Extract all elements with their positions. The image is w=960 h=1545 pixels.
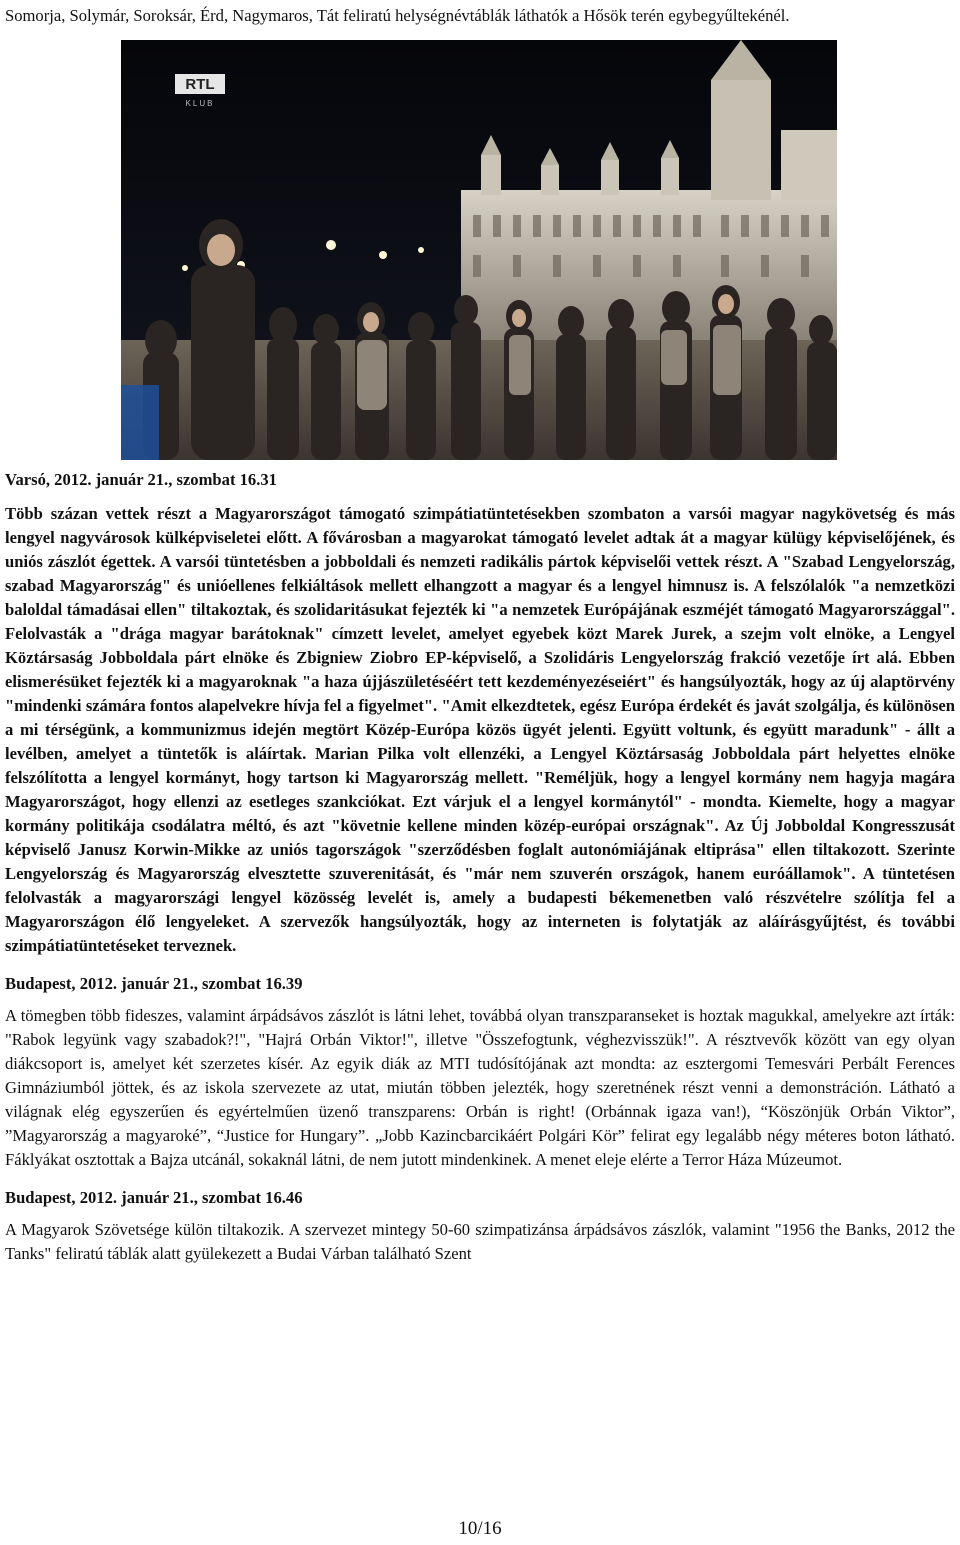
page-number: 10/16: [458, 1518, 502, 1539]
section-budapest-1646: [5, 1186, 955, 1266]
document-page: [5, 4, 955, 1266]
section-body: A tömegben több fideszes, valamint árpádsávos zászlót is látni lehet, továbbá olyan transzparanseket is hoztak magukkal, amelyekre azt írták: "Rabok legyünk vagy szabadok?!", "Hajrá Orbán Viktor!", illetve "Összefogtunk, véghezvisszük!". A résztvevők között van egy olyan diákcsoport is, amelyet két szerzetes kísér. Az egyik diák az MTI tudósítójának azt mondta: az esztergomi Temesvári Perbált Ferences Gimnáziumból jöttek, és az iskola szervezete az utat, miután többen jelezték, hogy szeretnének részt venni a demonstráción. Látható a világnak elég egyszerűen és egyértelműen üzenő transzparens: Orbán is right! (Orbánnak igaza van!), “Köszönjük Orbán Viktor”, ”Magyarország a magyaroké”, “Justice for Hungary”. „Jobb Kazincbarcikáért Polgári Kör” felirat egy legalább négy méteres boton látható. Fáklyákat osztottak a Bajza utcánál, sokaknál látni, de nem jutott mindenkinek. A menet eleje elérte a Terror Háza Múzeumot.: [5, 1006, 955, 1169]
rtl-logo-text: RTL: [185, 76, 215, 93]
section-heading: Budapest, 2012. január 21., szombat 16.39: [5, 974, 303, 993]
section-body: Több százan vettek részt a Magyarországot támogató szimpátiatüntetésekben szombaton a varsói magyar nagykövetség és más lengyel nagyvárosok külképviseletei előtt. A fővárosban a magyarokat támogató levelet adtak át a magyar külügy képviselőjének, és uniós zászlót égettek. A varsói tüntetésben a jobboldali és nemzeti radikális pártok képviselői vettek részt. A "Szabad Lengyelország, szabad Magyarország" és unióellenes felkiáltások mellett elhangzott a magyar és a lengyel himnusz is. A felszólalók "a nemzetközi baloldal támadásai ellen" tiltakoztak, és szolidaritásukat fejezték ki "a nemzetek Európájának eszméjét támogató Magyarországgal". Felolvasták a "drága magyar barátoknak" címzett levelet, amelyet egyebek közt Marek Jurek, a szejm volt elnöke, a Lengyel Köztársaság Jobboldala párt elnöke és Zbigniew Ziobro EP-képviselő, a Szolidáris Lengyelország frakció vezetője írt alá. Ebben elismerésüket fejezték ki a magyaroknak "a haza újjászületéséért tett kezdeményezéseiért" és hangsúlyozták, hogy az új alaptörvény "mindenki számára fontos alapelvekre hívja fel a figyelmet". "Amit elkezdtetek, egész Európa érdekét és javát szolgálja, és különösen a mi térségünk, a kommunizmus idején megtört Közép-Európa közös ügyét jelenti. Együtt voltunk, és együtt maradunk" - állt a levélben, amelyet a tüntetők is aláírtak. Marian Pilka volt ellenzéki, a Lengyel Köztársaság Jobboldala párt helyettes elnöke felszólította a lengyel kormányt, hogy tartson ki Magyarország mellett. "Reméljük, hogy a lengyel kormány nem hagyja magára Magyarországot, hogy ellenzi az esetleges szankciókat. Ezt várjuk el a lengyel kormánytól" - mondta. Kiemelte, hogy a magyar kormány politikája csodálatra méltó, és azt "követnie kellene minden közép-európai országnak". Az Új Jobboldal Kongresszusát képviselő Janusz Korwin-Mikke az uniós tagországok "szerződésben foglalt autonómiájának eltiprása" ellen tiltakozott. Szerinte Lengyelország és Magyarország elvesztette szuverenitását, és "már nem szuverén országok, hanem euróállamok". A tüntetésen felolvasták a magyarországi lengyel közösség levelét is, amely a budapesti békemenetben való részvételre szólítja fel a Magyarországon élő lengyeleket. A szervezők hangsúlyozták, hogy az interneten is folytatják az aláírásgyűjtést, és további szimpátiatüntetéseket terveznek.: [5, 504, 955, 955]
caption-top: Somorja, Solymár, Soroksár, Érd, Nagymaros, Tát feliratú helységnévtáblák láthatók a Hősök terén egybegyűltekénél.: [5, 6, 790, 25]
section-body: A Magyarok Szövetsége külön tiltakozik. A szervezet mintegy 50-60 szimpatizánsa árpádsávos zászlók, valamint "1956 the Banks, 2012 the Tanks" feliratú táblák alatt gyülekezett a Budai Várban található Szent: [5, 1220, 955, 1263]
section-heading: Budapest, 2012. január 21., szombat 16.46: [5, 1188, 303, 1207]
section-budapest-1639: [5, 972, 955, 1172]
news-photo: [121, 40, 837, 460]
section-warsaw: [5, 468, 955, 958]
section-heading: Varsó, 2012. január 21., szombat 16.31: [5, 470, 277, 489]
rtl-logo-subtext: KLUB: [185, 99, 215, 108]
